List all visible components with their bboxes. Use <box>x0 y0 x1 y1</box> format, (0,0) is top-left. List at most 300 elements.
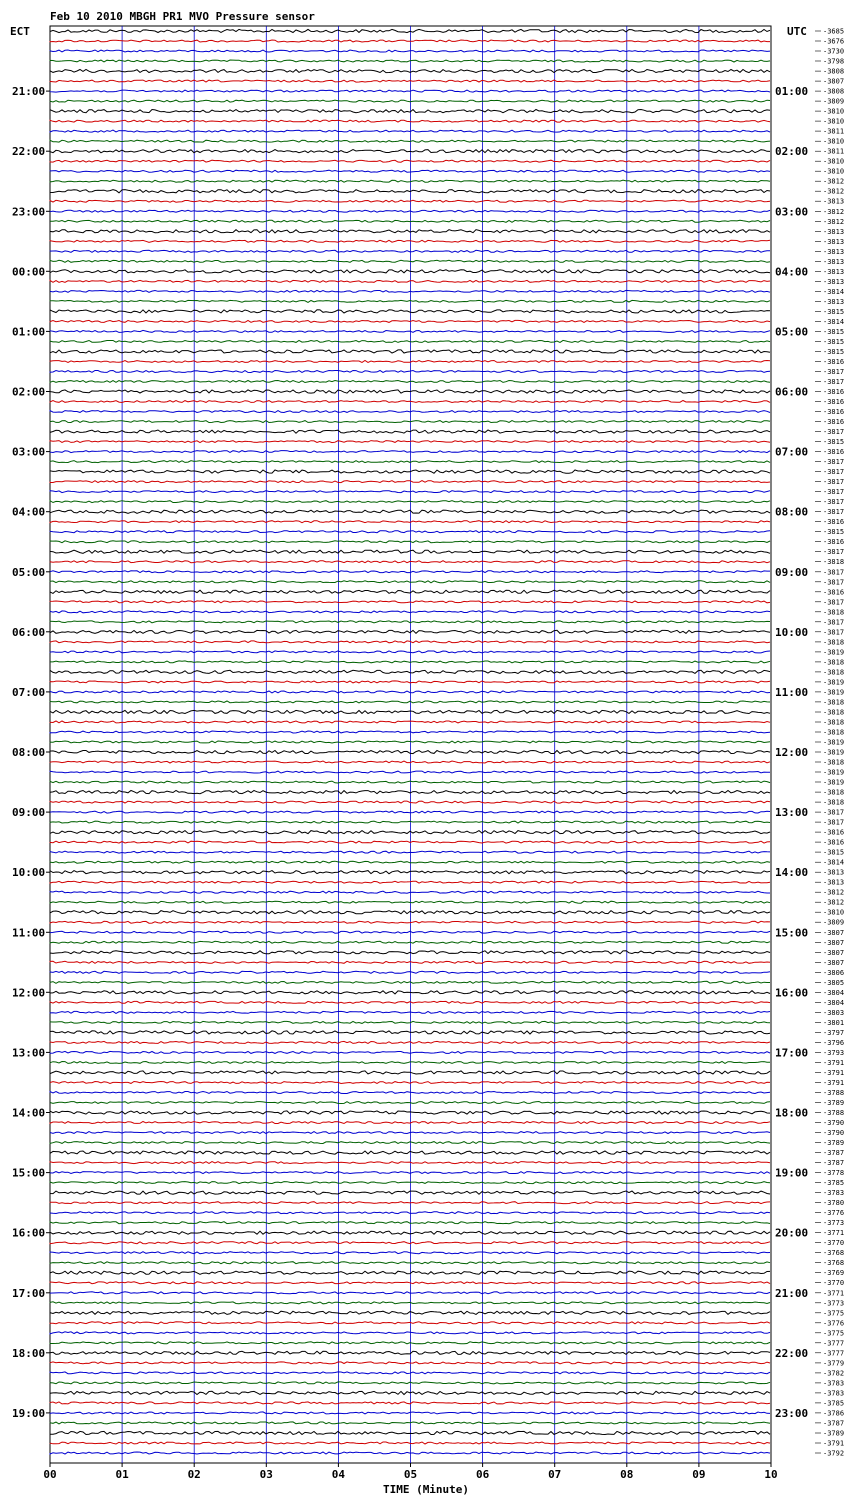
trace-line <box>50 1252 770 1254</box>
trace-value-label: -3776 <box>823 1319 845 1328</box>
trace-value-label: -3809 <box>823 918 845 927</box>
trace-line <box>50 1292 770 1294</box>
trace-line <box>50 330 770 332</box>
trace-value-label: -3789 <box>823 1099 845 1107</box>
x-tick-label: 00 <box>43 1468 57 1481</box>
trace-value-label: -3818 <box>823 668 845 677</box>
right-hour-label: 03:00 <box>775 205 809 219</box>
trace-value-label: -3816 <box>823 358 845 366</box>
trace-line <box>50 90 770 92</box>
trace-line <box>50 1202 770 1204</box>
left-hour-label: 12:00 <box>12 986 46 1000</box>
trace-value-label: -3815 <box>823 307 845 316</box>
trace-line <box>50 350 770 353</box>
right-hour-label: 17:00 <box>775 1046 809 1060</box>
right-timezone-label: UTC <box>787 25 807 38</box>
trace-line <box>50 911 770 914</box>
trace-value-label: -3810 <box>823 167 845 176</box>
trace-line <box>50 1231 770 1234</box>
trace-value-label: -3808 <box>823 87 845 96</box>
trace-value-label: -3817 <box>823 468 845 477</box>
trace-value-label: -3787 <box>823 1149 845 1158</box>
right-hour-label: 05:00 <box>775 325 809 339</box>
trace-line <box>50 951 770 954</box>
x-tick-label: 02 <box>187 1468 201 1481</box>
left-hour-label: 08:00 <box>12 746 46 759</box>
right-hour-label: 01:00 <box>775 85 809 99</box>
trace-value-label: -3818 <box>823 728 845 737</box>
trace-value-label: -3813 <box>823 878 845 887</box>
trace-line <box>50 601 770 603</box>
trace-line <box>50 1001 770 1003</box>
trace-line <box>50 280 770 282</box>
trace-value-label: -3791 <box>823 1069 845 1077</box>
trace-value-label: -3801 <box>823 1018 845 1027</box>
trace-line <box>50 250 770 252</box>
trace-value-label: -3789 <box>823 1429 845 1438</box>
trace-line <box>50 381 770 383</box>
trace-line <box>50 841 770 843</box>
trace-line <box>50 501 770 503</box>
trace-value-label: -3808 <box>823 67 845 76</box>
right-hour-label: 18:00 <box>775 1106 809 1120</box>
trace-line <box>50 1302 770 1304</box>
trace-line <box>50 411 770 413</box>
trace-line <box>50 731 770 733</box>
trace-value-label: -3793 <box>823 1048 845 1057</box>
trace-line <box>50 140 770 142</box>
trace-value-label: -3771 <box>823 1229 845 1238</box>
trace-line <box>50 190 770 193</box>
left-hour-label: 23:00 <box>12 205 46 219</box>
trace-value-label: -3788 <box>823 1109 845 1117</box>
trace-line <box>50 751 770 754</box>
x-tick-label: 09 <box>692 1468 706 1481</box>
x-tick-label: 04 <box>331 1468 346 1481</box>
trace-line <box>50 340 770 342</box>
x-tick-label: 01 <box>115 1468 129 1481</box>
trace-value-label: -3817 <box>823 488 845 497</box>
trace-value-label: -3783 <box>823 1389 845 1398</box>
trace-line <box>50 200 770 202</box>
trace-line <box>50 110 770 113</box>
trace-value-label: -3819 <box>823 738 845 747</box>
trace-line <box>50 1162 770 1164</box>
trace-value-label: -3817 <box>823 508 845 517</box>
trace-line <box>50 481 770 483</box>
trace-line <box>50 651 770 653</box>
left-hour-label: 10:00 <box>12 866 46 880</box>
trace-line <box>50 1382 770 1384</box>
left-hour-label: 05:00 <box>12 565 46 579</box>
trace-line <box>50 29 770 32</box>
trace-line <box>50 741 770 743</box>
trace-line <box>50 1021 770 1023</box>
right-hour-label: 21:00 <box>775 1286 809 1300</box>
trace-value-label: -3819 <box>823 778 845 787</box>
trace-line <box>50 290 770 292</box>
trace-value-label: -3815 <box>823 327 845 336</box>
trace-value-label: -3789 <box>823 1139 845 1148</box>
trace-line <box>50 571 770 573</box>
trace-value-label: -3809 <box>823 97 845 106</box>
trace-value-label: -3791 <box>823 1079 845 1087</box>
trace-line <box>50 390 770 393</box>
trace-line <box>50 681 770 683</box>
trace-line <box>50 160 770 162</box>
trace-line <box>50 630 770 633</box>
trace-value-label: -3807 <box>823 938 845 947</box>
trace-line <box>50 791 770 794</box>
trace-value-label: -3814 <box>823 287 845 296</box>
trace-value-label: -3816 <box>823 408 845 416</box>
trace-line <box>50 901 770 903</box>
x-tick-label: 07 <box>548 1468 562 1481</box>
trace-value-label: -3819 <box>823 648 845 657</box>
left-hour-label: 06:00 <box>12 625 46 639</box>
trace-line <box>50 361 770 363</box>
trace-value-label: -3813 <box>823 277 845 286</box>
trace-line <box>50 1062 770 1064</box>
trace-line <box>50 710 770 713</box>
trace-value-label: -3804 <box>823 998 845 1007</box>
right-hour-label: 02:00 <box>775 145 809 159</box>
trace-value-label: -3783 <box>823 1189 845 1198</box>
right-hour-label: 13:00 <box>775 806 809 820</box>
left-hour-label: 03:00 <box>12 445 46 459</box>
trace-line <box>50 1442 770 1444</box>
trace-line <box>50 761 770 763</box>
trace-line <box>50 1391 770 1394</box>
right-hour-label: 23:00 <box>775 1406 809 1420</box>
trace-value-label: -3776 <box>823 1209 845 1218</box>
right-hour-label: 06:00 <box>775 385 809 399</box>
trace-line <box>50 100 770 102</box>
trace-value-label: -3816 <box>823 398 845 406</box>
left-hour-label: 09:00 <box>12 806 46 820</box>
trace-line <box>50 1122 770 1124</box>
trace-value-label: -3817 <box>823 368 845 376</box>
trace-value-label: -3818 <box>823 758 845 767</box>
trace-line <box>50 1372 770 1374</box>
trace-value-label: -3817 <box>823 428 845 437</box>
trace-line <box>50 491 770 493</box>
trace-line <box>50 50 770 52</box>
trace-line <box>50 310 770 313</box>
trace-line <box>50 921 770 923</box>
trace-value-label: -3676 <box>823 37 845 46</box>
trace-value-label: -3730 <box>823 47 845 56</box>
trace-value-label: -3778 <box>823 1169 845 1178</box>
trace-value-label: -3811 <box>823 127 845 136</box>
trace-value-label: -3815 <box>823 848 845 857</box>
trace-value-label: -3792 <box>823 1449 845 1458</box>
trace-line <box>50 961 770 963</box>
trace-value-label: -3815 <box>823 438 845 447</box>
trace-value-label: -3817 <box>823 808 845 817</box>
trace-line <box>50 1092 770 1094</box>
trace-value-label: -3787 <box>823 1159 845 1168</box>
trace-line <box>50 230 770 233</box>
trace-line <box>50 451 770 453</box>
trace-value-label: -3812 <box>823 177 845 186</box>
trace-value-label: -3775 <box>823 1329 845 1338</box>
left-hour-label: 13:00 <box>12 1046 46 1060</box>
trace-line <box>50 811 770 813</box>
trace-value-label: -3811 <box>823 147 845 156</box>
trace-line <box>50 670 770 673</box>
trace-line <box>50 611 770 613</box>
trace-value-label: -3805 <box>823 978 845 987</box>
trace-value-label: -3818 <box>823 608 845 617</box>
left-hour-label: 04:00 <box>12 505 46 519</box>
trace-value-label: -3770 <box>823 1279 845 1288</box>
trace-value-label: -3810 <box>823 117 845 126</box>
trace-value-label: -3816 <box>823 538 845 547</box>
trace-line <box>50 821 770 823</box>
trace-line <box>50 40 770 42</box>
trace-line <box>50 1452 770 1454</box>
trace-value-label: -3787 <box>823 1419 845 1428</box>
trace-line <box>50 1031 770 1034</box>
left-hour-label: 22:00 <box>12 145 46 159</box>
trace-line <box>50 1271 770 1274</box>
trace-line <box>50 531 770 533</box>
left-hour-label: 00:00 <box>12 265 46 279</box>
trace-line <box>50 621 770 623</box>
trace-value-label: -3818 <box>823 658 845 667</box>
trace-value-label: -3798 <box>823 57 845 66</box>
trace-line <box>50 1412 770 1414</box>
trace-line <box>50 320 770 322</box>
trace-value-label: -3818 <box>823 718 845 727</box>
right-hour-label: 10:00 <box>775 625 809 639</box>
trace-value-label: -3773 <box>823 1219 845 1228</box>
trace-line <box>50 981 770 983</box>
trace-line <box>50 1282 770 1284</box>
trace-value-label: -3785 <box>823 1399 845 1408</box>
trace-value-label: -3818 <box>823 788 845 797</box>
trace-value-label: -3779 <box>823 1359 845 1368</box>
left-hour-label: 15:00 <box>12 1166 46 1180</box>
trace-line <box>50 1191 770 1194</box>
chart-title: Feb 10 2010 MBGH PR1 MVO Pressure sensor <box>50 10 315 23</box>
trace-value-label: -3813 <box>823 247 845 256</box>
trace-line <box>50 180 770 182</box>
right-hour-label: 07:00 <box>775 445 809 459</box>
trace-value-label: -3812 <box>823 187 845 196</box>
trace-value-label: -3810 <box>823 908 845 917</box>
trace-line <box>50 851 770 853</box>
trace-line <box>50 130 770 132</box>
trace-line <box>50 991 770 994</box>
trace-value-label: -3803 <box>823 1008 845 1017</box>
trace-value-label: -3813 <box>823 267 845 276</box>
trace-line <box>50 1222 770 1224</box>
right-hour-label: 16:00 <box>775 986 809 1000</box>
trace-line <box>50 891 770 893</box>
trace-value-label: -3812 <box>823 888 845 897</box>
right-hour-label: 19:00 <box>775 1166 809 1180</box>
trace-line <box>50 701 770 703</box>
trace-value-label: -3818 <box>823 698 845 707</box>
x-tick-label: 05 <box>403 1468 418 1481</box>
trace-line <box>50 1322 770 1324</box>
trace-value-label: -3816 <box>823 828 845 837</box>
trace-line <box>50 1071 770 1074</box>
trace-value-label: -3816 <box>823 588 845 597</box>
trace-line <box>50 60 770 62</box>
left-hour-label: 21:00 <box>12 85 46 99</box>
trace-line <box>50 661 770 663</box>
trace-value-label: -3815 <box>823 347 845 356</box>
trace-line <box>50 691 770 693</box>
trace-value-label: -3796 <box>823 1038 845 1047</box>
trace-line <box>50 170 770 172</box>
trace-line <box>50 510 770 513</box>
left-hour-label: 07:00 <box>12 685 46 699</box>
trace-value-label: -3785 <box>823 1179 845 1188</box>
right-hour-label: 11:00 <box>775 685 809 699</box>
trace-line <box>50 1242 770 1244</box>
trace-value-label: -3780 <box>823 1199 845 1208</box>
left-hour-label: 02:00 <box>12 385 46 399</box>
trace-line <box>50 470 770 473</box>
trace-line <box>50 150 770 153</box>
trace-line <box>50 881 770 883</box>
x-tick-label: 08 <box>620 1468 634 1481</box>
trace-line <box>50 1172 770 1174</box>
trace-value-label: -3804 <box>823 988 845 997</box>
trace-line <box>50 461 770 463</box>
x-tick-label: 10 <box>764 1468 778 1481</box>
trace-value-label: -3807 <box>823 958 845 967</box>
trace-value-label: -3813 <box>823 297 845 306</box>
trace-value-label: -3769 <box>823 1269 845 1278</box>
trace-line <box>50 1422 770 1424</box>
trace-value-label: -3768 <box>823 1259 845 1268</box>
trace-value-label: -3819 <box>823 768 845 777</box>
trace-line <box>50 430 770 433</box>
trace-line <box>50 1431 770 1434</box>
trace-value-label: -3816 <box>823 518 845 527</box>
trace-value-label: -3819 <box>823 688 845 697</box>
trace-line <box>50 1011 770 1013</box>
x-axis-label: TIME (Minute) <box>382 1483 470 1496</box>
trace-value-label: -3818 <box>823 558 845 567</box>
trace-value-label: -3790 <box>823 1119 845 1127</box>
trace-value-label: -3770 <box>823 1239 845 1248</box>
trace-value-label: -3818 <box>823 798 845 807</box>
right-hour-label: 12:00 <box>775 746 809 759</box>
trace-value-label: -3817 <box>823 378 845 386</box>
trace-line <box>50 931 770 933</box>
trace-value-label: -3810 <box>823 137 845 146</box>
trace-line <box>50 1332 770 1334</box>
right-hour-label: 22:00 <box>775 1346 809 1360</box>
left-hour-label: 14:00 <box>12 1106 46 1120</box>
trace-value-label: -3814 <box>823 858 845 867</box>
trace-line <box>50 1182 770 1184</box>
trace-value-label: -3685 <box>823 27 845 36</box>
trace-value-label: -3813 <box>823 257 845 266</box>
trace-line <box>50 80 770 82</box>
trace-line <box>50 861 770 863</box>
trace-value-label: -3810 <box>823 157 845 166</box>
trace-line <box>50 1212 770 1214</box>
trace-line <box>50 1342 770 1344</box>
trace-line <box>50 240 770 242</box>
trace-value-label: -3816 <box>823 448 845 457</box>
trace-line <box>50 371 770 373</box>
trace-value-label: -3816 <box>823 418 845 426</box>
trace-value-label: -3813 <box>823 237 845 246</box>
trace-value-label: -3816 <box>823 838 845 847</box>
trace-value-label: -3807 <box>823 948 845 957</box>
trace-value-label: -3817 <box>823 568 845 577</box>
trace-line <box>50 401 770 403</box>
trace-line <box>50 1351 770 1354</box>
trace-value-label: -3790 <box>823 1129 845 1137</box>
trace-line <box>50 70 770 73</box>
trace-value-label: -3797 <box>823 1028 845 1037</box>
trace-value-label: -3771 <box>823 1289 845 1298</box>
trace-value-label: -3817 <box>823 578 845 587</box>
trace-line <box>50 1151 770 1154</box>
trace-value-label: -3817 <box>823 478 845 487</box>
right-hour-label: 15:00 <box>775 926 809 940</box>
trace-line <box>50 1082 770 1084</box>
trace-line <box>50 441 770 443</box>
right-hour-label: 20:00 <box>775 1226 809 1240</box>
trace-value-label: -3817 <box>823 628 845 637</box>
trace-line <box>50 1111 770 1114</box>
trace-value-label: -3818 <box>823 708 845 717</box>
trace-value-label: -3816 <box>823 388 845 396</box>
trace-line <box>50 300 770 302</box>
trace-line <box>50 1132 770 1134</box>
trace-value-label: -3817 <box>823 598 845 607</box>
trace-line <box>50 561 770 563</box>
trace-value-label: -3818 <box>823 638 845 647</box>
trace-line <box>50 721 770 723</box>
trace-value-label: -3817 <box>823 458 845 467</box>
trace-value-label: -3812 <box>823 217 845 226</box>
trace-value-label: -3773 <box>823 1299 845 1308</box>
trace-line <box>50 590 770 593</box>
right-hour-label: 04:00 <box>775 265 809 279</box>
x-tick-label: 03 <box>259 1468 273 1481</box>
trace-value-label: -3817 <box>823 618 845 627</box>
trace-line <box>50 1262 770 1264</box>
left-timezone-label: ECT <box>10 25 30 38</box>
trace-line <box>50 521 770 523</box>
trace-line <box>50 1051 770 1053</box>
trace-value-label: -3817 <box>823 498 845 507</box>
right-hour-label: 09:00 <box>775 565 809 579</box>
left-hour-label: 19:00 <box>12 1406 46 1420</box>
trace-value-label: -3815 <box>823 528 845 537</box>
right-hour-label: 08:00 <box>775 505 809 519</box>
trace-value-label: -3810 <box>823 107 845 116</box>
trace-line <box>50 120 770 122</box>
trace-value-label: -3783 <box>823 1379 845 1388</box>
trace-line <box>50 1362 770 1364</box>
trace-value-label: -3788 <box>823 1089 845 1097</box>
trace-line <box>50 210 770 212</box>
trace-value-label: -3814 <box>823 317 845 326</box>
trace-value-label: -3807 <box>823 77 845 86</box>
